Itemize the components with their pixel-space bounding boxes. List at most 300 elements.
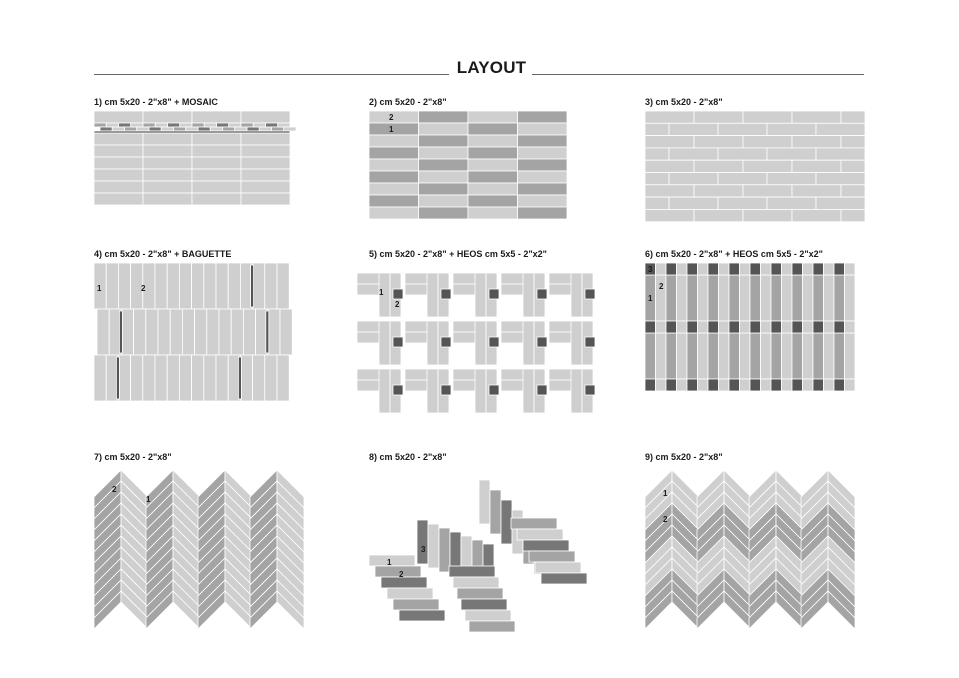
tile xyxy=(666,275,677,321)
tile xyxy=(369,159,419,171)
tile-number-marker: 1 xyxy=(663,489,668,498)
tile xyxy=(761,333,772,379)
heos-dot xyxy=(708,379,719,391)
mosaic-piece xyxy=(266,123,278,127)
heos-dot xyxy=(845,263,856,275)
tile xyxy=(94,169,143,181)
heos-dot xyxy=(666,321,677,333)
heos-dot xyxy=(489,337,499,347)
layout-6-pattern xyxy=(645,263,860,393)
tile xyxy=(131,355,143,401)
heos-dot xyxy=(813,263,824,275)
heos-dot xyxy=(393,337,403,347)
mosaic-piece xyxy=(223,127,235,131)
heos-dot xyxy=(645,379,656,391)
mosaic-piece xyxy=(235,127,247,131)
heos-dot xyxy=(824,379,835,391)
tile xyxy=(792,275,803,321)
tile xyxy=(677,333,688,379)
tile xyxy=(419,195,469,207)
heos-dot xyxy=(666,379,677,391)
tile xyxy=(417,520,428,564)
mosaic-piece xyxy=(272,127,284,131)
tile-number-marker: 3 xyxy=(648,265,653,274)
tile xyxy=(280,309,292,355)
heos-dot xyxy=(441,289,451,299)
tile xyxy=(541,573,587,584)
heos-dot xyxy=(740,321,751,333)
tile xyxy=(743,185,792,197)
tile xyxy=(518,171,568,183)
heos-dot xyxy=(677,321,688,333)
tile xyxy=(427,369,438,413)
tile xyxy=(698,333,709,379)
heos-dot xyxy=(824,263,835,275)
tile xyxy=(468,159,518,171)
tile xyxy=(845,333,856,379)
heos-dot xyxy=(656,379,667,391)
layout-4-label: 4) cm 5x20 - 2"x8" + BAGUETTE xyxy=(94,249,232,259)
tile xyxy=(94,145,143,157)
layout-2-pattern xyxy=(369,111,569,221)
heos-dot xyxy=(719,263,730,275)
mosaic-piece xyxy=(217,123,229,127)
tile xyxy=(841,111,865,123)
tile xyxy=(645,173,669,185)
tile-number-marker: 2 xyxy=(395,300,400,309)
tile xyxy=(523,540,569,551)
tile xyxy=(192,169,241,181)
tile xyxy=(468,183,518,195)
heos-dot xyxy=(719,379,730,391)
tile xyxy=(469,621,515,632)
tile xyxy=(399,610,445,621)
tile xyxy=(268,309,280,355)
tile xyxy=(155,263,167,309)
layout-1-pattern xyxy=(94,111,294,215)
tile xyxy=(750,275,761,321)
tile xyxy=(571,273,582,317)
heos-dot xyxy=(441,337,451,347)
tile xyxy=(369,135,419,147)
tile-number-marker: 2 xyxy=(141,284,146,293)
heos-dot xyxy=(719,321,730,333)
tile xyxy=(669,197,718,209)
tile xyxy=(740,333,751,379)
tile xyxy=(195,309,207,355)
heos-dot xyxy=(645,321,656,333)
tile xyxy=(479,480,490,524)
tile xyxy=(645,111,694,123)
tile xyxy=(468,207,518,219)
tile xyxy=(718,148,767,160)
mosaic-piece xyxy=(186,127,198,131)
tile xyxy=(167,355,179,401)
mosaic-piece xyxy=(94,123,106,127)
tile xyxy=(192,145,241,157)
heos-dot xyxy=(761,263,772,275)
tile xyxy=(841,136,865,148)
tile xyxy=(729,275,740,321)
tile xyxy=(241,145,290,157)
tile xyxy=(518,195,568,207)
tile xyxy=(192,111,241,123)
mosaic-piece xyxy=(180,123,192,127)
tile xyxy=(468,171,518,183)
tile xyxy=(143,169,192,181)
heos-dot xyxy=(537,289,547,299)
heos-dot xyxy=(687,379,698,391)
mosaic-piece xyxy=(259,127,271,131)
heos-dot xyxy=(803,321,814,333)
tile-number-marker: 2 xyxy=(389,113,394,122)
tile xyxy=(824,275,835,321)
header-rule-left xyxy=(94,74,449,75)
layout-7-pattern xyxy=(94,466,314,636)
tile xyxy=(241,133,290,145)
tile xyxy=(767,173,816,185)
tile xyxy=(813,275,824,321)
tile xyxy=(475,369,486,413)
tile xyxy=(369,207,419,219)
tile xyxy=(771,275,782,321)
tile xyxy=(677,275,688,321)
tile xyxy=(718,173,767,185)
tile xyxy=(94,193,143,205)
tile xyxy=(277,263,289,309)
tile xyxy=(669,123,718,135)
tile xyxy=(729,333,740,379)
tile xyxy=(118,355,130,401)
layout-2-label: 2) cm 5x20 - 2"x8" xyxy=(369,97,447,107)
tile xyxy=(475,273,486,317)
tile xyxy=(792,111,841,123)
tile xyxy=(743,111,792,123)
tile xyxy=(571,369,582,413)
tile xyxy=(529,551,575,562)
tile xyxy=(118,263,130,309)
tile xyxy=(834,333,845,379)
tile xyxy=(518,183,568,195)
heos-dot xyxy=(834,321,845,333)
tile xyxy=(253,355,265,401)
tile xyxy=(841,185,865,197)
heos-dot xyxy=(792,321,803,333)
tile xyxy=(792,136,841,148)
tile xyxy=(834,275,845,321)
tile xyxy=(803,275,814,321)
tile xyxy=(694,111,743,123)
heos-dot xyxy=(393,289,403,299)
mosaic-piece xyxy=(192,123,204,127)
tile xyxy=(518,111,568,123)
heos-dot xyxy=(824,321,835,333)
tile xyxy=(669,173,718,185)
mosaic-piece xyxy=(137,127,149,131)
tile-number-marker: 1 xyxy=(648,294,653,303)
tile xyxy=(694,209,743,221)
tile xyxy=(694,185,743,197)
heos-dot xyxy=(771,379,782,391)
heos-dot xyxy=(761,321,772,333)
tile xyxy=(419,171,469,183)
tile xyxy=(845,275,856,321)
tile xyxy=(204,263,216,309)
layout-6-label: 6) cm 5x20 - 2"x8" + HEOS cm 5x5 - 2"x2" xyxy=(645,249,823,259)
baguette xyxy=(266,311,269,353)
heos-dot xyxy=(834,263,845,275)
layout-5-label: 5) cm 5x20 - 2"x8" + HEOS cm 5x5 - 2"x2" xyxy=(369,249,547,259)
tile xyxy=(694,136,743,148)
mosaic-piece xyxy=(131,123,143,127)
tile xyxy=(571,321,582,365)
tile xyxy=(277,355,289,401)
layout-9-pattern xyxy=(645,466,865,636)
tile xyxy=(179,355,191,401)
heos-dot xyxy=(782,321,793,333)
tile xyxy=(241,111,290,123)
mosaic-piece xyxy=(174,127,186,131)
tile xyxy=(146,309,158,355)
tile xyxy=(645,197,669,209)
tile xyxy=(143,181,192,193)
tile xyxy=(94,111,143,123)
tile xyxy=(468,147,518,159)
heos-dot xyxy=(677,379,688,391)
tile xyxy=(461,599,507,610)
heos-dot xyxy=(537,385,547,395)
tile xyxy=(375,566,421,577)
mosaic-piece xyxy=(125,127,137,131)
layout-9-label: 9) cm 5x20 - 2"x8" xyxy=(645,452,723,462)
tile xyxy=(369,183,419,195)
layout-3-label: 3) cm 5x20 - 2"x8" xyxy=(645,97,723,107)
tile xyxy=(687,275,698,321)
tile xyxy=(241,193,290,205)
tile xyxy=(192,263,204,309)
heos-dot xyxy=(782,379,793,391)
heos-dot xyxy=(782,263,793,275)
tile xyxy=(387,588,433,599)
heos-dot xyxy=(656,321,667,333)
tile-number-marker: 1 xyxy=(146,495,151,504)
tile xyxy=(143,157,192,169)
tile-number-marker: 3 xyxy=(421,545,426,554)
tile xyxy=(143,133,192,145)
tile xyxy=(179,263,191,309)
tile xyxy=(816,197,865,209)
tile xyxy=(666,333,677,379)
tile xyxy=(369,195,419,207)
heos-dot xyxy=(698,321,709,333)
layout-4-pattern xyxy=(94,263,294,405)
heos-dot xyxy=(489,385,499,395)
tile xyxy=(468,123,518,135)
layout-8-label: 8) cm 5x20 - 2"x8" xyxy=(369,452,447,462)
tile xyxy=(240,355,252,401)
tile xyxy=(792,209,841,221)
heos-dot xyxy=(677,263,688,275)
tile xyxy=(743,136,792,148)
layout-8-pattern xyxy=(369,466,604,641)
layout-1-label: 1) cm 5x20 - 2"x8" + MOSAIC xyxy=(94,97,218,107)
tile xyxy=(265,355,277,401)
tile xyxy=(427,321,438,365)
heos-dot xyxy=(698,263,709,275)
tile xyxy=(419,147,469,159)
mosaic-piece xyxy=(161,127,173,131)
heos-dot xyxy=(834,379,845,391)
tile xyxy=(419,183,469,195)
tile xyxy=(106,263,118,309)
tile xyxy=(379,369,390,413)
tile xyxy=(192,133,241,145)
tile xyxy=(379,321,390,365)
tile xyxy=(143,145,192,157)
baguette xyxy=(238,357,241,399)
tile xyxy=(816,173,865,185)
tile xyxy=(490,490,501,534)
tile xyxy=(167,263,179,309)
heos-dot xyxy=(813,379,824,391)
tile xyxy=(453,577,499,588)
header-rule-right xyxy=(532,74,864,75)
tile xyxy=(134,309,146,355)
tile xyxy=(465,610,511,621)
tile xyxy=(792,160,841,172)
mosaic-piece xyxy=(247,127,259,131)
heos-dot xyxy=(845,321,856,333)
tile xyxy=(468,111,518,123)
tile xyxy=(718,197,767,209)
tile xyxy=(771,333,782,379)
tile xyxy=(204,355,216,401)
tile xyxy=(253,263,265,309)
tile xyxy=(782,275,793,321)
tile xyxy=(518,207,568,219)
tile xyxy=(523,321,534,365)
tile xyxy=(719,333,730,379)
tile xyxy=(369,123,419,135)
layout-header xyxy=(94,58,864,82)
heos-dot xyxy=(750,379,761,391)
tile xyxy=(192,181,241,193)
heos-dot xyxy=(740,263,751,275)
heos-dot xyxy=(666,263,677,275)
tile xyxy=(645,185,694,197)
tile xyxy=(656,333,667,379)
tile xyxy=(523,369,534,413)
tile xyxy=(698,275,709,321)
tile xyxy=(369,111,419,123)
tile xyxy=(243,309,255,355)
tile xyxy=(803,333,814,379)
tile xyxy=(743,160,792,172)
tile xyxy=(170,309,182,355)
heos-dot xyxy=(729,263,740,275)
tile xyxy=(841,160,865,172)
heos-dot xyxy=(792,379,803,391)
heos-dot xyxy=(687,263,698,275)
tile xyxy=(645,136,694,148)
mosaic-piece xyxy=(143,123,155,127)
mosaic-piece xyxy=(204,123,216,127)
tile xyxy=(94,181,143,193)
tile xyxy=(669,148,718,160)
tile xyxy=(518,159,568,171)
tile xyxy=(419,135,469,147)
tile-number-marker: 1 xyxy=(97,284,102,293)
heos-dot xyxy=(729,321,740,333)
tile xyxy=(792,333,803,379)
mosaic-piece xyxy=(100,127,112,131)
tile xyxy=(645,123,669,135)
tile xyxy=(216,263,228,309)
tile xyxy=(143,355,155,401)
heos-dot xyxy=(687,321,698,333)
tile xyxy=(265,263,277,309)
heos-dot xyxy=(771,263,782,275)
tile xyxy=(192,157,241,169)
tile xyxy=(761,275,772,321)
tile xyxy=(369,555,415,566)
tile xyxy=(743,209,792,221)
tile-number-marker: 2 xyxy=(659,282,664,291)
tile xyxy=(740,275,751,321)
layout-7-label: 7) cm 5x20 - 2"x8" xyxy=(94,452,172,462)
heos-dot xyxy=(656,263,667,275)
heos-dot xyxy=(585,289,595,299)
heos-dot xyxy=(803,379,814,391)
tile xyxy=(419,123,469,135)
tile xyxy=(241,169,290,181)
heos-dot xyxy=(761,379,772,391)
tile xyxy=(523,273,534,317)
tile xyxy=(158,309,170,355)
tile xyxy=(645,148,669,160)
heos-dot xyxy=(740,379,751,391)
tile xyxy=(369,171,419,183)
mosaic-piece xyxy=(210,127,222,131)
tile xyxy=(468,135,518,147)
page-title: LAYOUT xyxy=(456,58,527,77)
baguette xyxy=(116,357,119,399)
tile xyxy=(708,333,719,379)
tile xyxy=(518,147,568,159)
tile xyxy=(468,195,518,207)
mosaic-piece xyxy=(155,123,167,127)
heos-dot xyxy=(489,289,499,299)
tile xyxy=(143,111,192,123)
tile xyxy=(501,500,512,544)
tile xyxy=(369,147,419,159)
tile xyxy=(824,333,835,379)
tile xyxy=(687,333,698,379)
tile xyxy=(155,355,167,401)
tile xyxy=(216,355,228,401)
mosaic-piece xyxy=(278,123,290,127)
tile xyxy=(792,185,841,197)
baguette xyxy=(119,311,122,353)
mosaic-piece xyxy=(253,123,265,127)
heos-dot xyxy=(813,321,824,333)
tile xyxy=(816,148,865,160)
tile xyxy=(449,566,495,577)
tile xyxy=(767,197,816,209)
heos-dot xyxy=(771,321,782,333)
heos-dot xyxy=(585,337,595,347)
mosaic-piece xyxy=(119,123,131,127)
